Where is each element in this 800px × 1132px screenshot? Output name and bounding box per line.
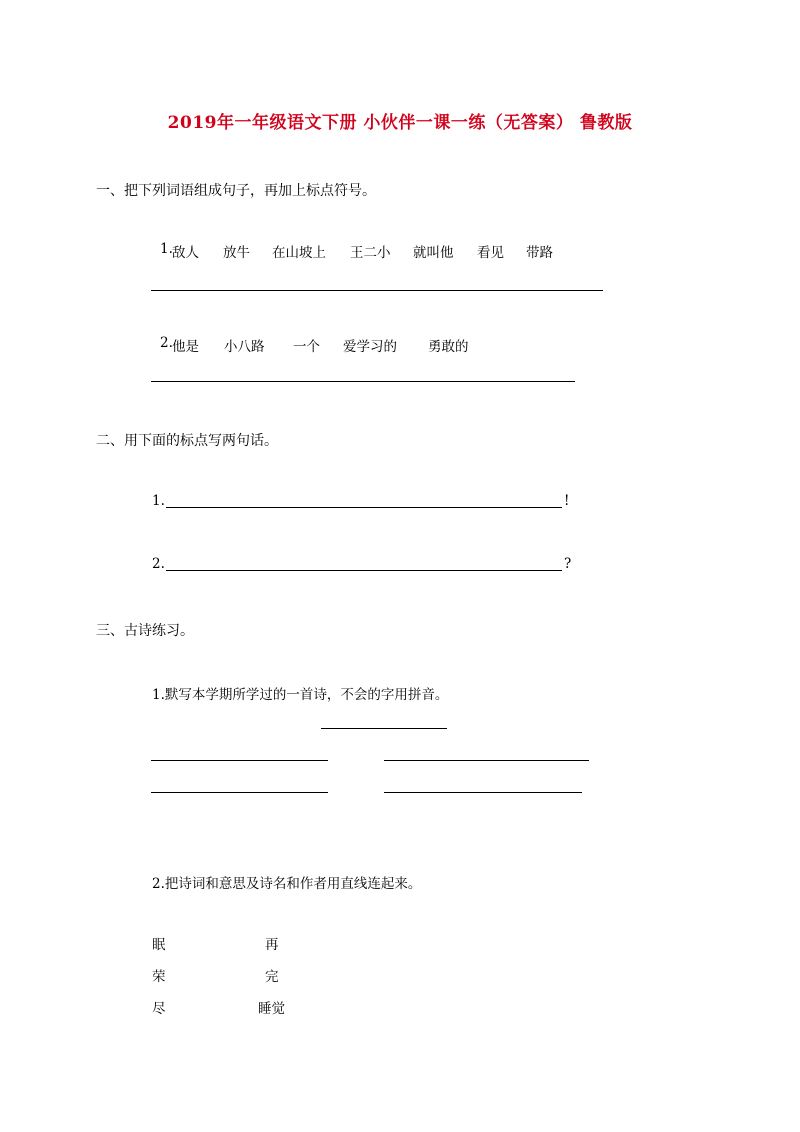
page-title: 2019年一年级语文下册 小伙伴一课一练（无答案） 鲁教版	[167, 113, 633, 133]
s3-q1-text: 1.默写本学期所学过的一首诗，不会的字用拼音。	[152, 687, 449, 703]
q2-word: 爱学习的	[343, 339, 397, 355]
match-left-item: 荣	[152, 969, 166, 985]
q1-answer-line	[151, 290, 603, 291]
q1-word: 敌人	[172, 245, 199, 261]
q2-word: 一个	[293, 339, 320, 355]
poem-line	[384, 760, 589, 761]
exclamation-mark: !	[564, 493, 570, 509]
s2-q2-answer-line	[166, 570, 562, 571]
q1-word: 在山坡上	[272, 245, 326, 261]
s2-q1-number: 1.	[152, 493, 165, 509]
q1-word: 看见	[477, 245, 504, 261]
poem-title-line	[321, 728, 447, 729]
s2-q1-answer-line	[166, 507, 562, 508]
q1-word: 放牛	[223, 245, 250, 261]
q1-number: 1.	[160, 241, 173, 257]
poem-line	[384, 792, 582, 793]
q1-word: 带路	[526, 245, 553, 261]
match-left-item: 眠	[152, 937, 166, 953]
section-2-heading: 二、用下面的标点写两句话。	[96, 433, 278, 449]
match-right-item: 睡觉	[258, 1001, 285, 1017]
q2-word: 他是	[172, 339, 199, 355]
q1-word: 就叫他	[413, 245, 454, 261]
poem-line	[151, 760, 328, 761]
match-right-item: 再	[265, 937, 279, 953]
section-3-heading: 三、古诗练习。	[96, 623, 194, 639]
q2-word: 小八路	[224, 339, 265, 355]
section-1-heading: 一、把下列词语组成句子，再加上标点符号。	[96, 183, 376, 199]
match-right-item: 完	[265, 969, 279, 985]
poem-line	[151, 792, 328, 793]
s2-q2-number: 2.	[152, 556, 165, 572]
q1-word: 王二小	[350, 245, 391, 261]
s3-q2-text: 2.把诗词和意思及诗名和作者用直线连起来。	[152, 876, 422, 892]
q2-answer-line	[151, 381, 575, 382]
q2-word: 勇敢的	[428, 339, 469, 355]
match-left-item: 尽	[152, 1001, 166, 1017]
question-mark: ?	[564, 556, 572, 572]
q2-number: 2.	[160, 335, 173, 351]
